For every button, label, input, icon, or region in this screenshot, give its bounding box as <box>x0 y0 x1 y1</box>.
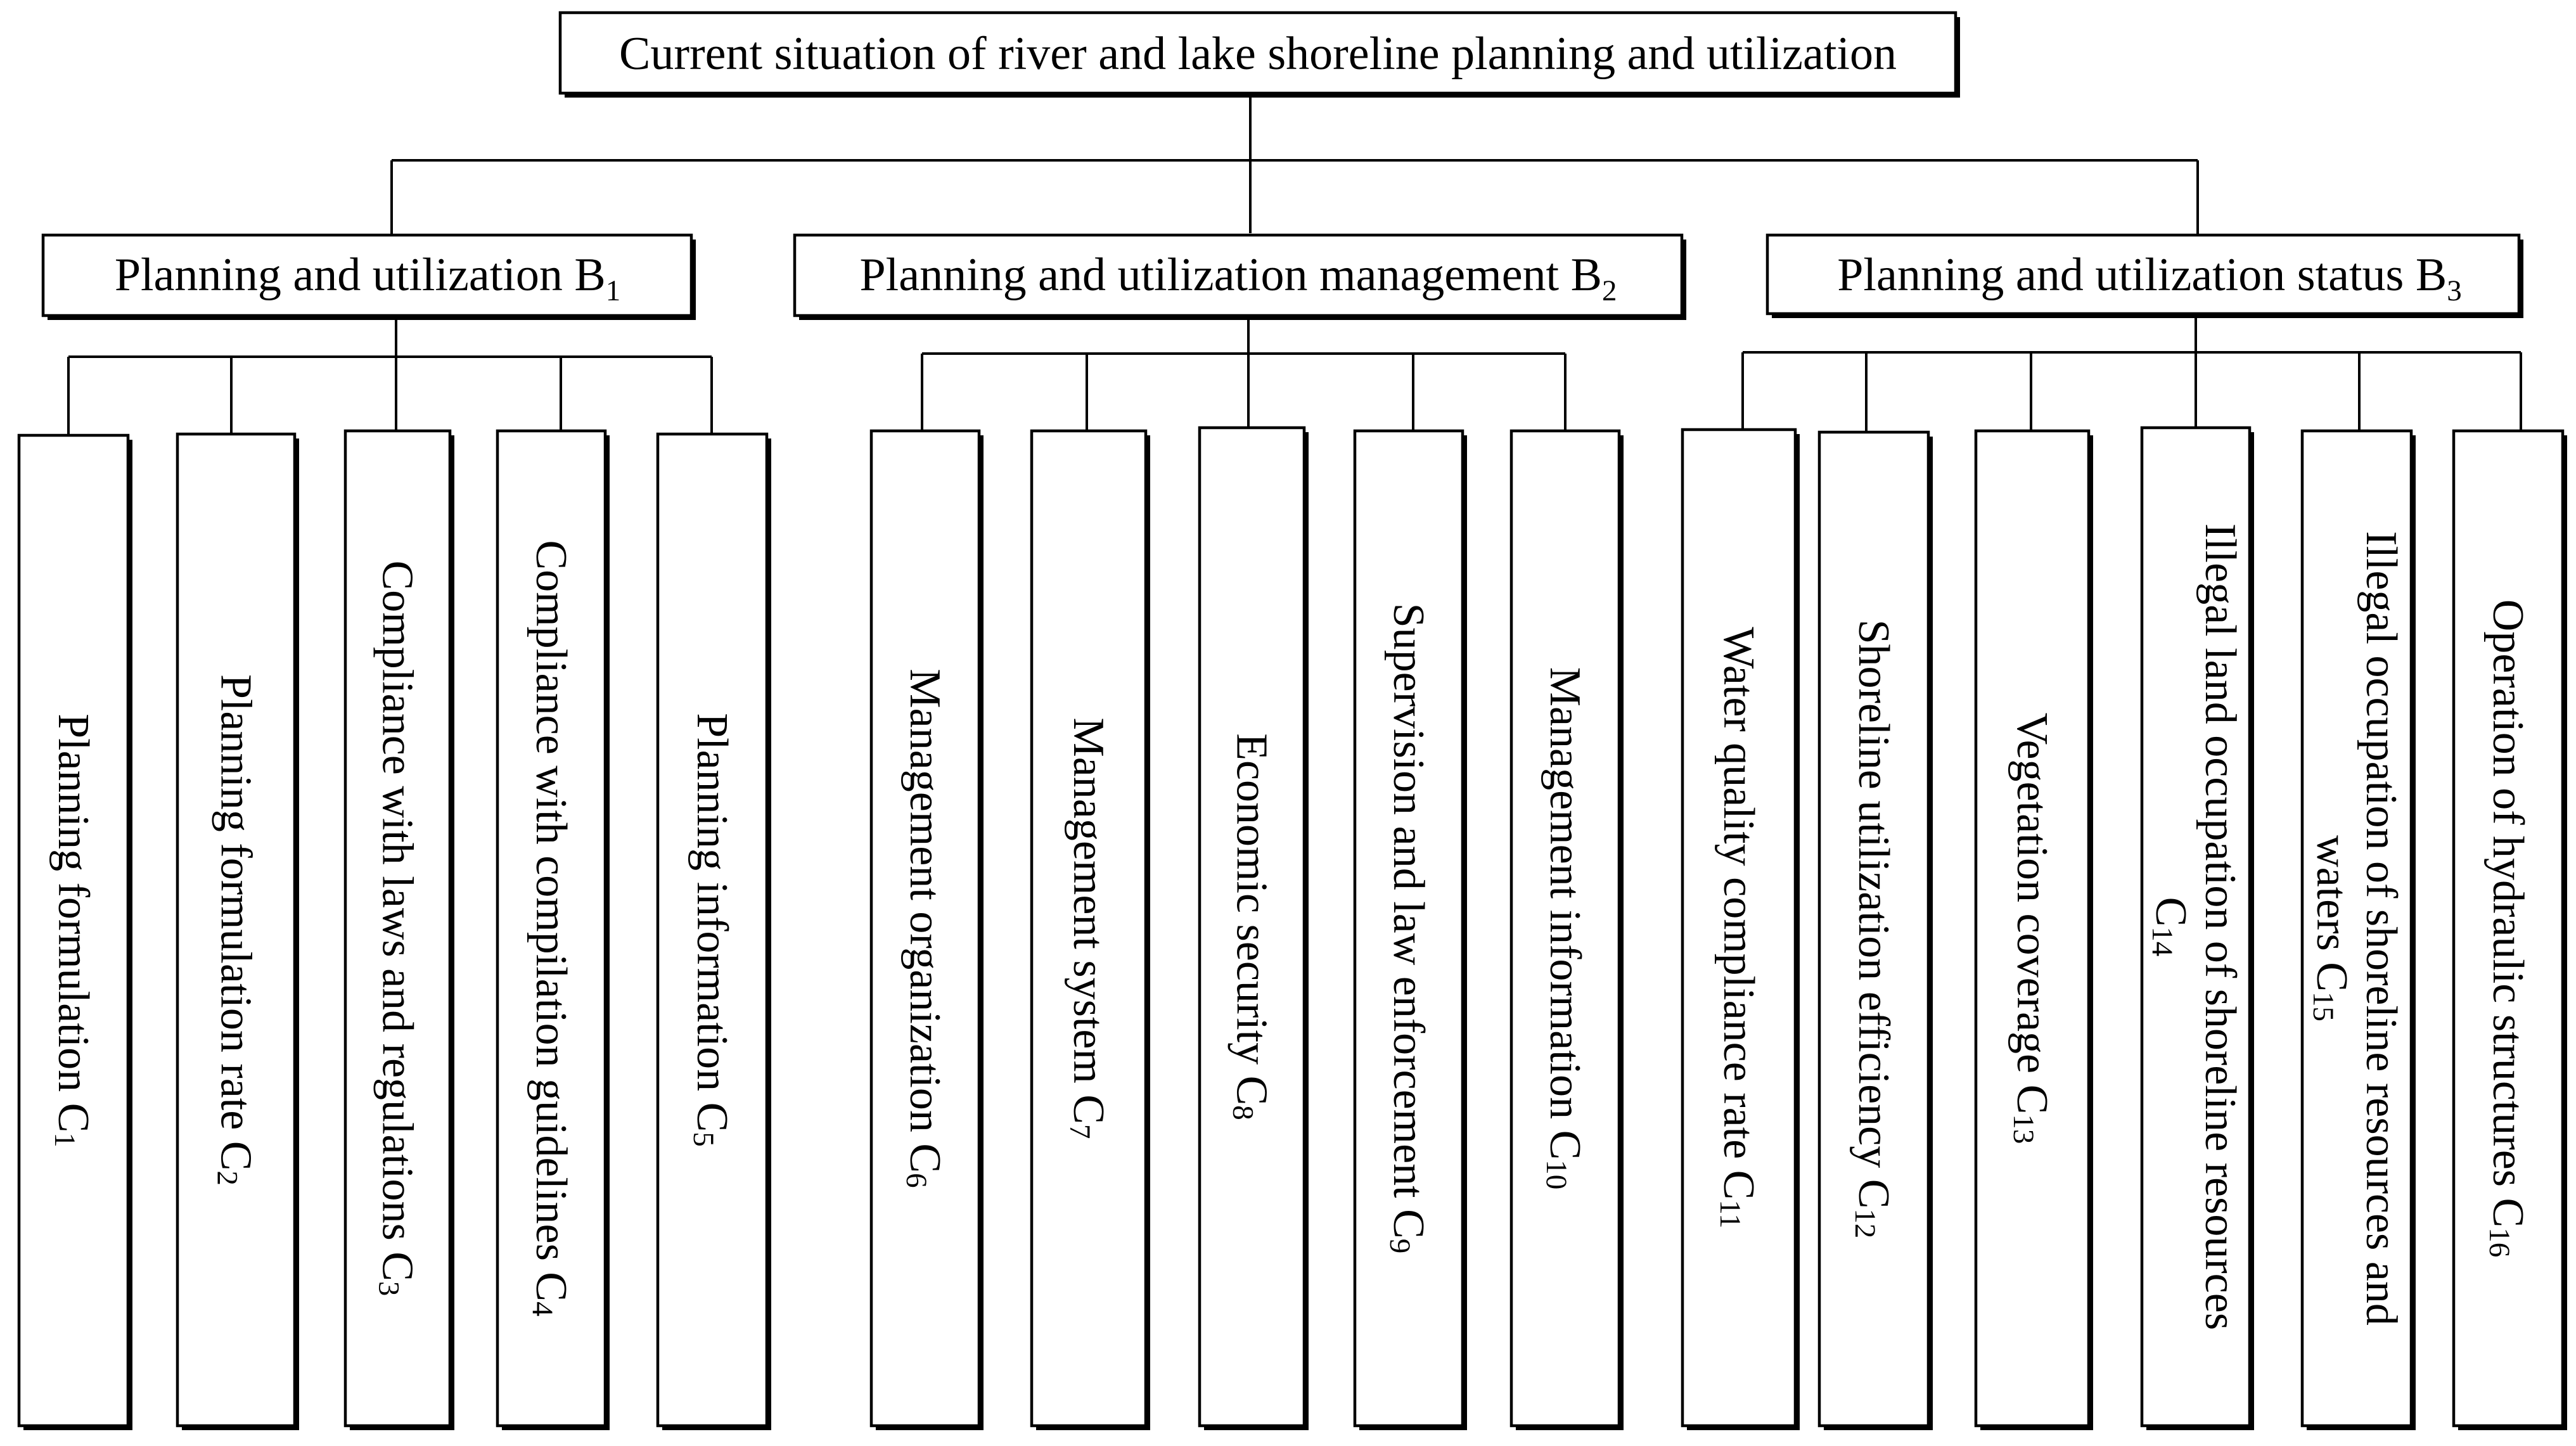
indicator-node-c14 <box>2142 428 2254 1430</box>
indicator-label-c9: Supervision and law enforcement $C_9$ <box>1383 603 1433 1254</box>
indicator-label-c1: Planning formulation $C_1$ <box>48 713 98 1148</box>
goal-label: Current situation of river and lake shoreline planning and utilization <box>619 28 1897 80</box>
indicator-label-c15-line1: Illegal occupation of shoreline resources and <box>2357 531 2406 1326</box>
criterion-node-b1 <box>43 235 696 320</box>
indicator-label-c8: Economic security $C_8$ <box>1226 733 1276 1120</box>
indicator-label-c12: Shoreline utilization efficiency $C_{12}$ <box>1849 619 1899 1239</box>
criterion-label-b3: Planning and utilization status $B_3$ <box>1837 249 2462 307</box>
indicator-label-c11: Water quality compliance rate $C_{11}$ <box>1714 627 1764 1229</box>
indicator-label-c6: Management organization $C_6$ <box>900 669 950 1188</box>
indicator-node-c10 <box>1511 431 1624 1430</box>
indicator-node-c3 <box>345 431 454 1430</box>
goal-node <box>560 13 1960 98</box>
indicator-node-c9 <box>1355 431 1467 1430</box>
indicator-label-c10: Management information $C_{10}$ <box>1540 667 1590 1190</box>
indicator-node-c2 <box>177 434 299 1430</box>
indicator-label-c14-line1: Illegal land occupation of shoreline resources <box>2196 523 2245 1331</box>
criterion-node-b3 <box>1767 235 2523 318</box>
indicator-label-c5: Planning information $C_5$ <box>687 713 737 1147</box>
indicator-node-c15 <box>2302 431 2416 1430</box>
indicator-node-c13 <box>1976 431 2093 1430</box>
criterion-label-b1: Planning and utilization $B_1$ <box>114 249 621 307</box>
indicator-label-c7: Management system $C_7$ <box>1063 717 1113 1139</box>
criterion-label-b2: Planning and utilization management $B_2$ <box>859 249 1617 307</box>
indicator-label-c14-line2: $C_{14}$ <box>2146 897 2196 957</box>
indicator-label-c3: Compliance with laws and regulations $C_3$ <box>372 560 422 1296</box>
indicator-node-c1 <box>19 435 132 1430</box>
indicator-node-c12 <box>1819 432 1933 1430</box>
indicator-label-c4: Compliance with compilation guidelines $C_4$ <box>526 540 576 1317</box>
indicator-nodes <box>19 428 2567 1430</box>
indicator-label-c15-line2: waters $C_{15}$ <box>2307 835 2357 1021</box>
indicator-label-c2: Planning formulation rate $C_2$ <box>210 674 260 1186</box>
indicator-node-c5 <box>658 434 771 1430</box>
indicator-node-c6 <box>871 431 984 1430</box>
indicator-label-c13: Vegetation coverage $C_{13}$ <box>2007 712 2057 1144</box>
indicator-node-c16 <box>2454 431 2567 1430</box>
indicator-node-c7 <box>1032 431 1150 1430</box>
indicator-node-c8 <box>1200 428 1309 1430</box>
indicator-node-c11 <box>1682 430 1800 1430</box>
criterion-node-b2 <box>795 235 1686 320</box>
indicator-label-c16: Operation of hydraulic structures $C_{16}$ <box>2483 599 2533 1258</box>
indicator-node-c4 <box>497 431 610 1430</box>
